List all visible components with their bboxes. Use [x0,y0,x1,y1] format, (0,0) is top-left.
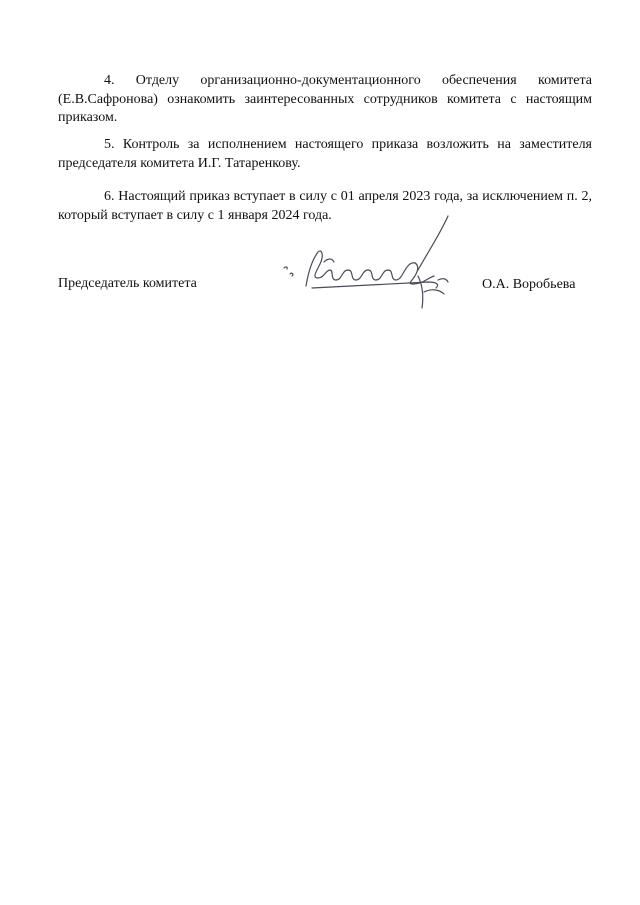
signatory-title: Председатель комитета [58,276,197,291]
paragraph-5: 5. Контроль за исполнением настоящего приказа возложить на заместителя председателя комитета И.Г. Татаренкову. [58,137,592,171]
handwritten-signature [268,212,468,312]
signatory-name: О.А. Воробьева [482,277,576,292]
paragraph-6: 6. Настоящий приказ вступает в силу с 01 апреля 2023 года, за исключением п. 2, который вступает в силу с 1 января 2024 года. [58,189,592,223]
paragraph-4: 4. Отделу организационно-документационного обеспечения комитета (Е.В.Сафронова) ознакомить заинтересованных сотрудников комитета с настоящим приказом. [58,73,592,125]
